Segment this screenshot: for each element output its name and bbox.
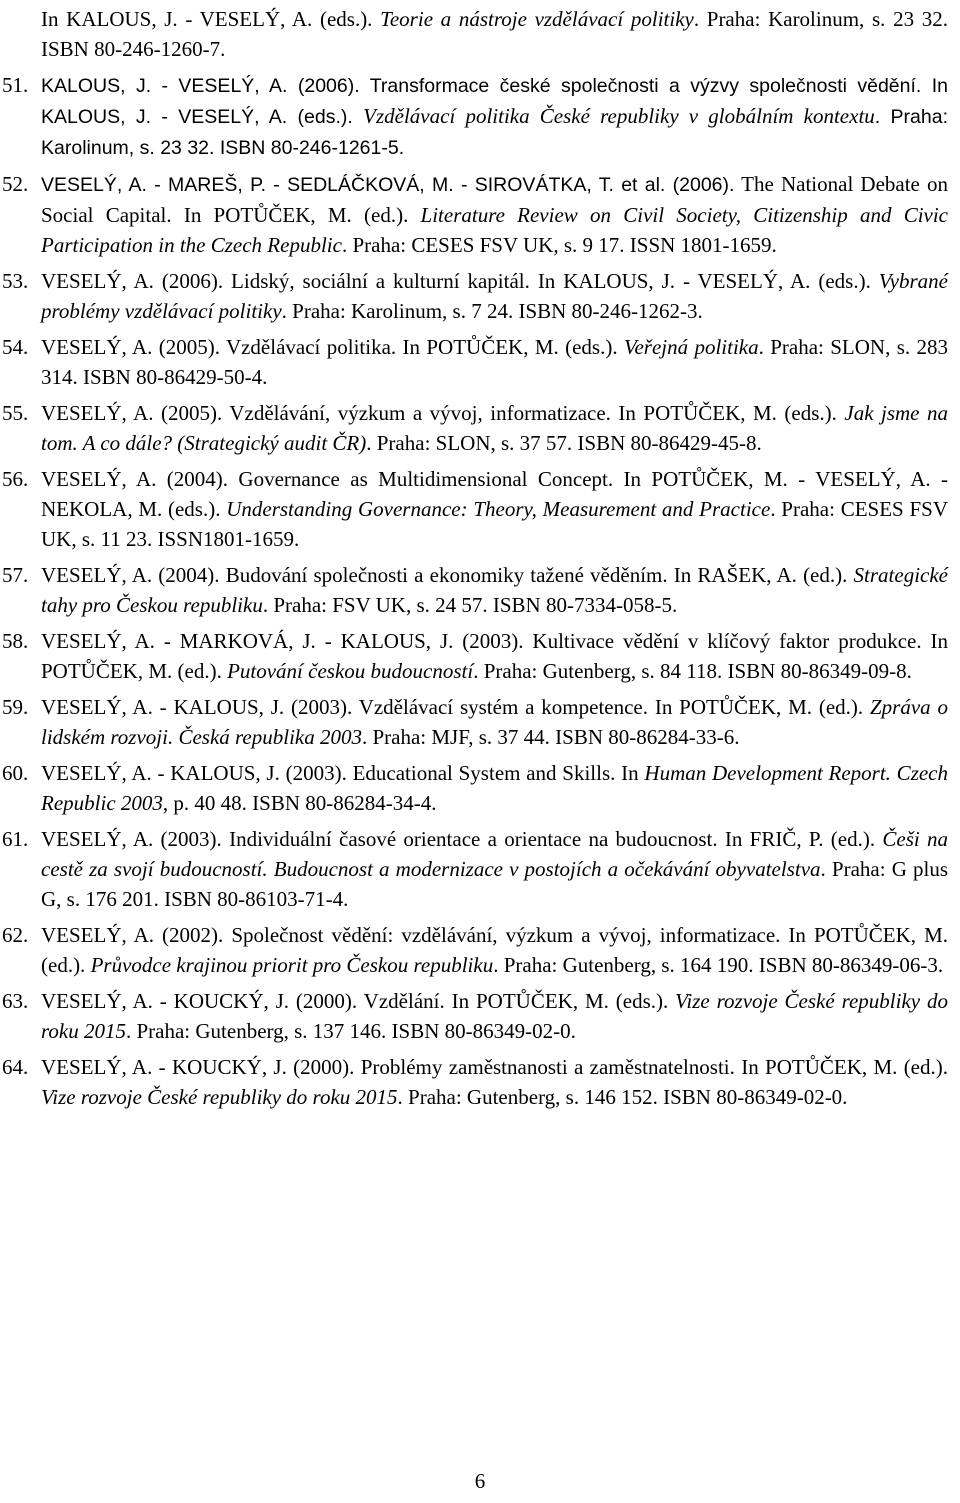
reference-number: 56. — [2, 467, 29, 491]
reference-title: Vzdělávací politika České republiky v globálním kontextu — [363, 104, 875, 128]
reference-number: 53. — [2, 269, 29, 293]
reference-text: VESELÝ, A. (2004). Budování společnosti a ekonomiky tažené věděním. In RAŠEK, A. (ed.). — [41, 563, 854, 587]
reference-text: VESELÝ, A. (2006). Lidský, sociální a kulturní kapitál. In KALOUS, J. - VESELÝ, A. (eds.). — [41, 269, 879, 293]
reference-text: . Praha: CESES FSV UK, s. 9 17. ISSN 1801-1659. — [341, 233, 777, 257]
reference-title: Understanding Governance: Theory, Measurement and Practice — [226, 497, 771, 521]
reference-item — [2, 266, 948, 326]
reference-text: VESELÝ, A. (2004). Governance as Multidimensional Concept. In POTŮČEK, M. - VESELÝ, A. - NEKOLA, M. (eds.). — [41, 467, 948, 521]
reference-item — [2, 1052, 948, 1112]
reference-text: , p. 40 48. ISBN 80-86284-34-4. — [162, 791, 437, 815]
reference-title: Putování českou budoucností — [227, 659, 474, 683]
reference-title: Vize rozvoje České republiky do roku 2015 — [41, 1085, 398, 1109]
reference-number: 60. — [2, 761, 29, 785]
reference-number: 62. — [2, 923, 29, 947]
reference-number: 58. — [2, 629, 29, 653]
reference-text: VESELÝ, A. (2005). Vzdělávání, výzkum a vývoj, informatizace. In POTŮČEK, M. (eds.). — [41, 401, 845, 425]
reference-text: The National Debate on Social Capital. In POTŮČEK, M. (ed.). — [41, 172, 948, 227]
reference-text: VESELÝ, A. - KALOUS, J. (2003). Vzdělávací systém a kompetence. In POTŮČEK, M. (ed.). — [41, 695, 870, 719]
reference-text: VESELÝ, A. (2002). Společnost vědění: vzdělávání, výzkum a vývoj, informatizace. In POTŮČEK, M. (ed.). — [41, 923, 948, 977]
reference-text: . Praha: MJF, s. 37 44. ISBN 80-86284-33-6. — [361, 725, 740, 749]
reference-text: . Praha: SLON, s. 283 314. ISBN 80-86429-50-4. — [41, 335, 948, 389]
reference-item — [2, 70, 948, 163]
page-number: 6 — [474, 1469, 486, 1493]
reference-item — [2, 824, 948, 914]
reference-text: VESELÝ, A. - KOUCKÝ, J. (2000). Vzdělání. In POTŮČEK, M. (eds.). — [41, 989, 676, 1013]
reference-item — [41, 4, 948, 64]
reference-text: KALOUS, J. - VESELÝ, A. (2006). Transformace české společnosti a výzvy společnosti vědění. In KALOUS, J. - VESELÝ, A. (eds.). — [41, 75, 948, 128]
reference-title: Literature Review on Civil Society, Citizenship and Civic Participation in the Czech Republic — [41, 203, 949, 257]
reference-text: . Praha: Gutenberg, s. 137 146. ISBN 80-86349-02-0. — [125, 1019, 576, 1043]
reference-number: 51. — [2, 73, 29, 97]
reference-item — [2, 560, 948, 620]
reference-number: 61. — [2, 827, 29, 851]
reference-title: Češi na cestě za svojí budoucností. Budoucnost a modernizace v postojích a očekávání obyvatelstva — [41, 827, 948, 881]
reference-text: . Praha: CESES FSV UK, s. 11 23. ISSN1801-1659. — [41, 497, 948, 551]
reference-item — [2, 758, 949, 818]
reference-title: Jak jsme na tom. A co dále? (Strategický audit ČR) — [41, 401, 948, 455]
reference-list — [2, 4, 949, 1112]
reference-title: Veřejná politika — [623, 335, 759, 359]
reference-title: Zpráva o lidském rozvoji. Česká republika 2003 — [41, 695, 948, 749]
reference-number: 57. — [2, 563, 29, 587]
reference-text: . Praha: G plus G, s. 176 201. ISBN 80-86103-71-4. — [41, 857, 948, 911]
reference-item — [2, 464, 948, 554]
reference-number: 54. — [2, 335, 29, 359]
reference-text: VESELÝ, A. - KALOUS, J. (2003). Educational System and Skills. In — [41, 761, 645, 785]
reference-title: Průvodce krajinou priorit pro Českou republiku — [90, 953, 494, 977]
reference-text: VESELÝ, A. (2003). Individuální časové orientace a orientace na budoucnost. In FRIČ, P. (ed.). — [41, 827, 883, 851]
reference-text: . Praha: Karolinum, s. 7 24. ISBN 80-246-1262-3. — [281, 299, 703, 323]
reference-title: Human Development Report. Czech Republic 2003 — [41, 761, 949, 815]
reference-number: 55. — [2, 401, 29, 425]
reference-text: . Praha: Gutenberg, s. 146 152. ISBN 80-86349-02-0. — [397, 1085, 848, 1109]
reference-title: Strategické tahy pro Českou republiku — [41, 563, 948, 617]
reference-number: 52. — [2, 172, 29, 196]
reference-item — [2, 169, 949, 260]
reference-item — [2, 692, 948, 752]
reference-number: 59. — [2, 695, 29, 719]
reference-text: VESELÝ, A. - MARKOVÁ, J. - KALOUS, J. (2003). Kultivace vědění v klíčový faktor produkce. In POTŮČEK, M. (ed.). — [41, 629, 948, 683]
reference-item — [2, 986, 948, 1046]
reference-item — [2, 398, 948, 458]
reference-title: Teorie a nástroje vzdělávací politiky — [380, 7, 694, 31]
reference-text: In KALOUS, J. - VESELÝ, A. (eds.). — [41, 7, 381, 31]
reference-text: . Praha: SLON, s. 37 57. ISBN 80-86429-45-8. — [366, 431, 762, 455]
reference-text: . Praha: Karolinum, s. 23 32. ISBN 80-246-1261-5. — [41, 106, 948, 159]
reference-number: 64. — [2, 1055, 29, 1079]
reference-item — [2, 626, 948, 686]
reference-text: VESELÝ, A. (2005). Vzdělávací politika. In POTŮČEK, M. (eds.). — [41, 335, 624, 359]
reference-text: . Praha: Gutenberg, s. 164 190. ISBN 80-86349-06-3. — [493, 953, 944, 977]
reference-title: Vize rozvoje České republiky do roku 2015 — [41, 989, 948, 1043]
reference-number: 63. — [2, 989, 29, 1013]
reference-text: . Praha: Gutenberg, s. 84 118. ISBN 80-86349-09-8. — [473, 659, 912, 683]
reference-item — [2, 920, 948, 980]
reference-text: VESELÝ, A. - MAREŠ, P. - SEDLÁČKOVÁ, M. - SIROVÁTKA, T. et al. (2006). — [41, 174, 735, 196]
reference-text: . Praha: Karolinum, s. 23 32. ISBN 80-246-1260-7. — [41, 7, 948, 61]
reference-title: Vybrané problémy vzdělávací politiky — [41, 269, 948, 323]
reference-text: VESELÝ, A. - KOUCKÝ, J. (2000). Problémy zaměstnanosti a zaměstnatelnosti. In POTŮČEK, M. (ed.). — [41, 1055, 948, 1079]
reference-text: . Praha: FSV UK, s. 24 57. ISBN 80-7334-058-5. — [262, 593, 678, 617]
reference-item — [2, 332, 948, 392]
